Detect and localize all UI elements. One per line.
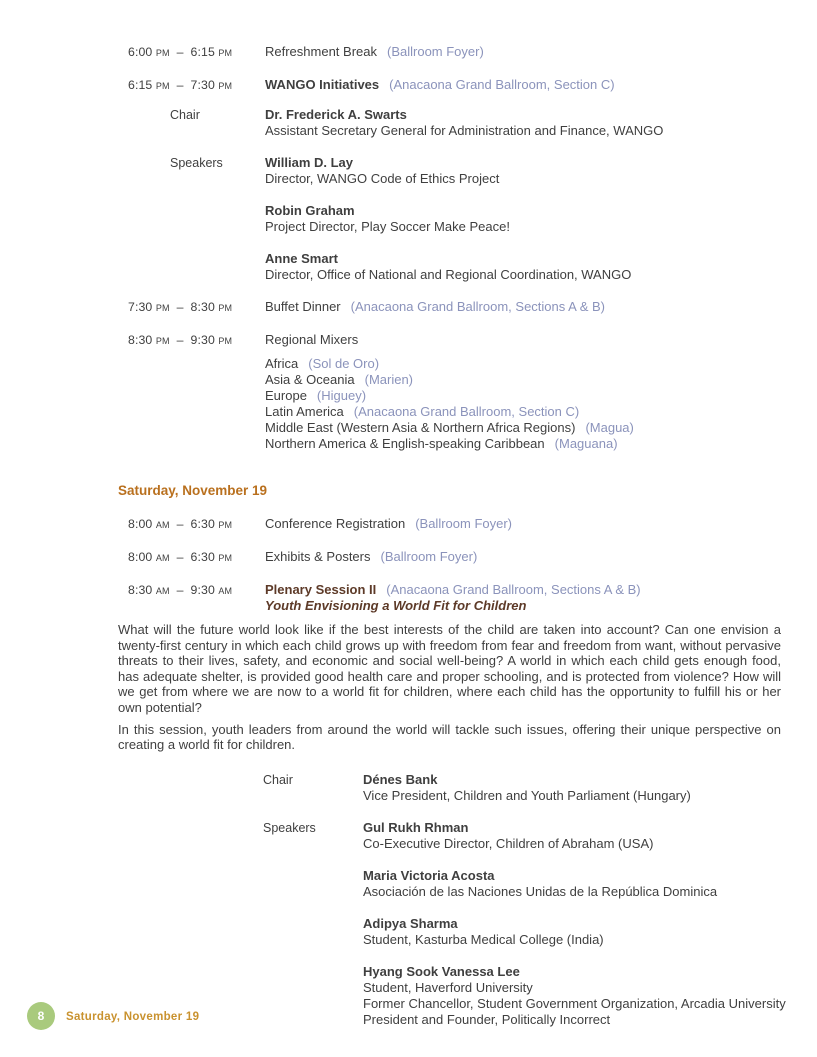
- schedule-row: [128, 582, 817, 614]
- event-title: Conference Registration: [265, 516, 406, 531]
- spacer: [263, 868, 363, 900]
- spacer: [263, 916, 363, 948]
- spacer: [170, 251, 265, 283]
- person: [265, 155, 817, 187]
- chair-label: Chair: [170, 108, 200, 122]
- person: [265, 251, 817, 283]
- event-location: (Anacaona Grand Ballroom, Sections A & B): [386, 582, 641, 597]
- person-role: Director, Office of National and Regional Coordination, WANGO: [265, 267, 632, 282]
- person-role: Student, Kasturba Medical College (India): [363, 931, 604, 947]
- person: [363, 820, 817, 852]
- speakers-label: Speakers: [263, 820, 316, 835]
- schedule-row: [128, 332, 817, 348]
- speaker-entry: [170, 155, 817, 187]
- mixer-location: (Maguana): [554, 436, 618, 451]
- person-role: Student, Haverford University: [363, 979, 533, 995]
- mixer-location: (Anacaona Grand Ballroom, Section C): [353, 404, 580, 419]
- person-role: Director, WANGO Code of Ethics Project: [265, 171, 500, 186]
- event: [265, 44, 817, 60]
- person: [363, 916, 817, 948]
- speaker-entry: [170, 251, 817, 283]
- event: [265, 582, 817, 614]
- mixer-item: [265, 356, 817, 372]
- event-title: Refreshment Break: [265, 44, 377, 59]
- person-role: Co-Executive Director, Children of Abraham (USA): [363, 835, 654, 851]
- time-range: 8:00 am – 6:30 pm: [128, 550, 233, 564]
- person-role: Former Chancellor, Student Government Organization, Arcadia University: [363, 995, 786, 1011]
- plenary-people: [263, 772, 817, 1028]
- time-range: 6:15 pm – 7:30 pm: [128, 78, 233, 92]
- speaker-entry: [263, 820, 817, 852]
- chair-entry: [170, 107, 817, 139]
- mixer-region: Europe: [265, 388, 307, 403]
- person-role: Vice President, Children and Youth Parliament (Hungary): [363, 787, 691, 803]
- person-name: Robin Graham: [265, 203, 355, 218]
- page-footer: [0, 1000, 817, 1040]
- description-paragraph: What will the future world look like if the best interests of the child are taken into account? Can one envision a twenty-first century in which each child grows up with freedom from fear and freedom from want, without pervasive threats to their lives, safety, and economic and social well-being? A world in which each child gets enough food, has adequate shelter, is provided good health care and proper schooling, and is protected from violence? How will we get from where we are now to a world fit for children, where each child has the opportunity to fulfill his or her own potential?: [118, 622, 781, 715]
- regional-mixers-list: [265, 356, 817, 452]
- chair-entry: [263, 772, 817, 804]
- person: [265, 203, 817, 235]
- event: [265, 77, 817, 93]
- event: [265, 332, 817, 348]
- event-title: Regional Mixers: [265, 332, 359, 347]
- event-title: Exhibits & Posters: [265, 549, 371, 564]
- mixer-location: (Sol de Oro): [308, 356, 380, 371]
- person-name: Hyang Sook Vanessa Lee: [363, 963, 520, 979]
- chair-label: Chair: [263, 772, 293, 787]
- time-range: 7:30 pm – 8:30 pm: [128, 300, 233, 314]
- mixer-region: Northern America & English-speaking Caribbean: [265, 436, 545, 451]
- time-range: 8:00 am – 6:30 pm: [128, 517, 233, 531]
- person: [265, 107, 817, 139]
- person-name: Adipya Sharma: [363, 915, 458, 931]
- event-title: WANGO Initiatives: [265, 77, 380, 92]
- person-name: Maria Victoria Acosta: [363, 867, 495, 883]
- person: [363, 868, 817, 900]
- wango-people: [170, 107, 817, 283]
- session-subtitle: Youth Envisioning a World Fit for Children: [265, 598, 527, 613]
- time-range: 6:00 pm – 6:15 pm: [128, 45, 233, 59]
- mixer-item: [265, 404, 817, 420]
- spacer: [170, 203, 265, 235]
- schedule-row: [128, 77, 817, 93]
- footer-date-label: Saturday, November 19: [66, 1011, 200, 1023]
- mixer-region: Africa: [265, 356, 299, 371]
- event-title: Buffet Dinner: [265, 299, 341, 314]
- person-name: Dénes Bank: [363, 771, 438, 787]
- mixer-region: Middle East (Western Asia & Northern Africa Regions): [265, 420, 576, 435]
- event: [265, 516, 817, 532]
- event-location: (Ballroom Foyer): [387, 44, 484, 59]
- person-name: Anne Smart: [265, 251, 338, 266]
- mixer-item: [265, 372, 817, 388]
- day-heading: Saturday, November 19: [118, 483, 268, 498]
- person-role: Project Director, Play Soccer Make Peace!: [265, 219, 510, 234]
- schedule-row: [128, 549, 817, 565]
- person-role: Assistant Secretary General for Administration and Finance, WANGO: [265, 123, 664, 138]
- event-location: (Ballroom Foyer): [380, 549, 478, 564]
- mixer-region: Latin America: [265, 404, 344, 419]
- person-role: Asociación de las Naciones Unidas de la República Dominica: [363, 883, 718, 899]
- schedule-row: [128, 299, 817, 315]
- speakers-label: Speakers: [170, 156, 223, 170]
- person-name: Gul Rukh Rhman: [363, 819, 469, 835]
- event: [265, 299, 817, 315]
- person-role: President and Founder, Politically Incorrect: [363, 1011, 611, 1027]
- description-paragraph: In this session, youth leaders from around the world will tackle such issues, offering their unique perspective on creating a world fit for children.: [118, 721, 781, 753]
- person-name: William D. Lay: [265, 155, 354, 170]
- time-range: 8:30 am – 9:30 am: [128, 583, 233, 597]
- speaker-entry: [263, 916, 817, 948]
- mixer-location: (Higuey): [316, 388, 367, 403]
- event-location: (Anacaona Grand Ballroom, Section C): [389, 77, 615, 92]
- schedule-row: [128, 44, 817, 60]
- event-location: (Anacaona Grand Ballroom, Sections A & B): [350, 299, 605, 314]
- speaker-entry: [263, 868, 817, 900]
- event-location: (Ballroom Foyer): [415, 516, 512, 531]
- person-name: Dr. Frederick A. Swarts: [265, 107, 407, 122]
- event-title: Plenary Session II: [265, 582, 377, 597]
- person: [363, 772, 817, 804]
- mixer-location: (Magua): [585, 420, 634, 435]
- event: [265, 549, 817, 565]
- speaker-entry: [170, 203, 817, 235]
- page-number-badge: 8: [27, 1002, 55, 1030]
- mixer-location: (Marien): [364, 372, 414, 387]
- schedule-row: [128, 516, 817, 532]
- time-range: 8:30 pm – 9:30 pm: [128, 333, 233, 347]
- mixer-item: [265, 420, 817, 436]
- mixer-item: [265, 388, 817, 404]
- mixer-item: [265, 436, 817, 452]
- mixer-region: Asia & Oceania: [265, 372, 355, 387]
